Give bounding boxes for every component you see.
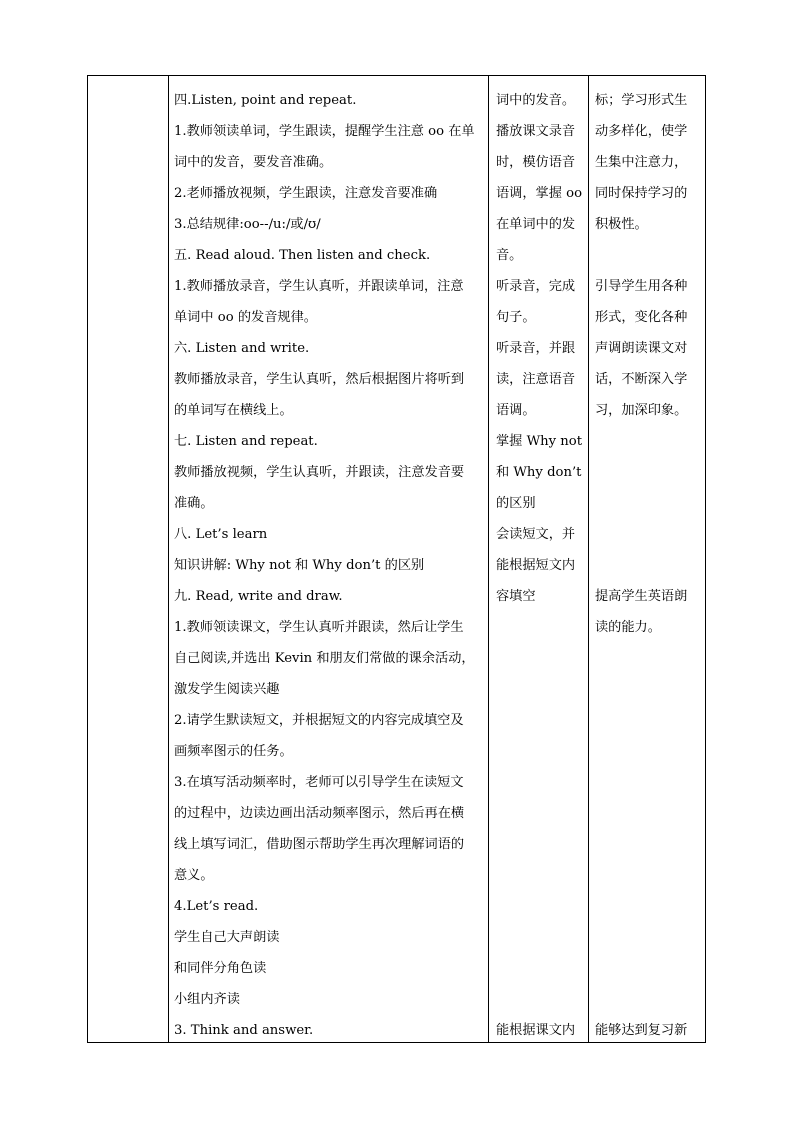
purpose-line: 积极性。 bbox=[595, 217, 648, 232]
student-activity-line: 读，注意语音 bbox=[496, 372, 576, 387]
student-activity-line bbox=[496, 736, 586, 767]
student-activity-line: 掌握 Why not bbox=[496, 434, 582, 449]
purpose-line bbox=[595, 767, 703, 798]
student-activity-line: 能根据短文内 bbox=[496, 558, 576, 573]
purpose-line bbox=[595, 891, 703, 922]
student-activity-line bbox=[496, 643, 586, 674]
purpose-line bbox=[595, 736, 703, 767]
procedure-line: 单词中 oo 的发音规律。 bbox=[174, 310, 317, 325]
procedure-line: 4.Let’s read. bbox=[174, 899, 259, 914]
purpose-line bbox=[595, 860, 703, 891]
student-activity-line: 能根据课文内 bbox=[496, 1023, 576, 1038]
student-activity-line: 音。 bbox=[496, 248, 523, 263]
student-activity-line bbox=[496, 891, 586, 922]
teaching-procedure-column bbox=[174, 85, 490, 1046]
procedure-line: 小组内齐读 bbox=[174, 992, 240, 1007]
procedure-line: 四.Listen, point and repeat. bbox=[174, 93, 357, 108]
procedure-line: 和同伴分角色读 bbox=[174, 961, 267, 976]
procedure-line: 教师播放视频，学生认真听，并跟读，注意发音要 bbox=[174, 465, 465, 480]
purpose-line bbox=[595, 550, 703, 581]
purpose-line bbox=[595, 240, 703, 271]
purpose-line bbox=[595, 488, 703, 519]
procedure-line: 2.老师播放视频，学生跟读，注意发音要准确 bbox=[174, 186, 438, 201]
procedure-line: 1.教师领读单词，学生跟读，提醒学生注意 oo 在单 bbox=[174, 124, 475, 139]
procedure-line: 3. Think and answer. bbox=[174, 1023, 314, 1038]
purpose-line bbox=[595, 519, 703, 550]
student-activity-column bbox=[496, 85, 586, 1046]
purpose-line: 习，加深印象。 bbox=[595, 403, 688, 418]
purpose-line: 能够达到复习新 bbox=[595, 1023, 688, 1038]
purpose-line: 提高学生英语朗 bbox=[595, 589, 688, 604]
purpose-line bbox=[595, 922, 703, 953]
student-activity-line: 时，模仿语音 bbox=[496, 155, 576, 170]
procedure-line: 画频率图示的任务。 bbox=[174, 744, 293, 759]
student-activity-line bbox=[496, 798, 586, 829]
procedure-line: 词中的发音，要发音准确。 bbox=[174, 155, 333, 170]
procedure-line: 1.教师播放录音，学生认真听，并跟读单词，注意 bbox=[174, 279, 464, 294]
procedure-line: 知识讲解: Why not 和 Why don’t 的区别 bbox=[174, 558, 425, 573]
design-purpose-column bbox=[595, 85, 703, 1046]
purpose-line bbox=[595, 705, 703, 736]
student-activity-line: 词中的发音。 bbox=[496, 93, 576, 108]
procedure-line: 1.教师领读课文，学生认真听并跟读，然后让学生 bbox=[174, 620, 464, 635]
procedure-line: 六. Listen and write. bbox=[174, 341, 310, 356]
student-activity-line: 在单词中的发 bbox=[496, 217, 576, 232]
student-activity-line: 会读短文，并 bbox=[496, 527, 576, 542]
student-activity-line: 听录音，完成 bbox=[496, 279, 576, 294]
purpose-line bbox=[595, 829, 703, 860]
procedure-line: 意义。 bbox=[174, 868, 214, 883]
student-activity-line bbox=[496, 860, 586, 891]
student-activity-line: 句子。 bbox=[496, 310, 536, 325]
procedure-line: 线上填写词汇，借助图示帮助学生再次理解词语的 bbox=[174, 837, 465, 852]
procedure-line: 的过程中，边读边画出活动频率图示，然后再在横 bbox=[174, 806, 465, 821]
procedure-line: 的单词写在横线上。 bbox=[174, 403, 293, 418]
purpose-line bbox=[595, 426, 703, 457]
procedure-line: 自己阅读,并选出 Kevin 和朋友们常做的课余活动， bbox=[174, 651, 475, 666]
student-activity-line: 和 Why don’t bbox=[496, 465, 582, 480]
purpose-line: 声调朗读课文对 bbox=[595, 341, 688, 356]
student-activity-line bbox=[496, 984, 586, 1015]
procedure-line: 3.总结规律:oo--/u:/或/ʊ/ bbox=[174, 217, 321, 232]
column-divider bbox=[168, 76, 169, 1042]
procedure-line: 教师播放录音，学生认真听，然后根据图片将听到 bbox=[174, 372, 465, 387]
purpose-line: 话，不断深入学 bbox=[595, 372, 688, 387]
purpose-line: 读的能力。 bbox=[595, 620, 661, 635]
student-activity-line: 的区别 bbox=[496, 496, 536, 511]
purpose-line bbox=[595, 953, 703, 984]
purpose-line bbox=[595, 984, 703, 1015]
procedure-line: 五. Read aloud. Then listen and check. bbox=[174, 248, 431, 263]
procedure-line: 3.在填写活动频率时，老师可以引导学生在读短文 bbox=[174, 775, 464, 790]
student-activity-line: 播放课文录音 bbox=[496, 124, 576, 139]
student-activity-line bbox=[496, 705, 586, 736]
column-divider bbox=[588, 76, 589, 1042]
lesson-table bbox=[87, 75, 706, 1043]
purpose-line: 生集中注意力， bbox=[595, 155, 688, 170]
purpose-line: 引导学生用各种 bbox=[595, 279, 688, 294]
purpose-line: 同时保持学习的 bbox=[595, 186, 688, 201]
student-activity-line: 容填空 bbox=[496, 589, 536, 604]
procedure-line: 准确。 bbox=[174, 496, 214, 511]
student-activity-line bbox=[496, 612, 586, 643]
purpose-line bbox=[595, 798, 703, 829]
procedure-line: 九. Read, write and draw. bbox=[174, 589, 343, 604]
procedure-line: 学生自己大声朗读 bbox=[174, 930, 280, 945]
student-activity-line bbox=[496, 922, 586, 953]
purpose-line bbox=[595, 643, 703, 674]
student-activity-line: 听录音，并跟 bbox=[496, 341, 576, 356]
student-activity-line: 语调，掌握 oo bbox=[496, 186, 583, 201]
student-activity-line bbox=[496, 767, 586, 798]
purpose-line: 动多样化，使学 bbox=[595, 124, 688, 139]
student-activity-line bbox=[496, 829, 586, 860]
purpose-line bbox=[595, 457, 703, 488]
procedure-line: 激发学生阅读兴趣 bbox=[174, 682, 280, 697]
student-activity-line bbox=[496, 953, 586, 984]
student-activity-line bbox=[496, 674, 586, 705]
student-activity-line: 语调。 bbox=[496, 403, 536, 418]
purpose-line bbox=[595, 674, 703, 705]
procedure-line: 七. Listen and repeat. bbox=[174, 434, 318, 449]
procedure-line: 2.请学生默读短文，并根据短文的内容完成填空及 bbox=[174, 713, 464, 728]
procedure-line: 八. Let’s learn bbox=[174, 527, 268, 542]
purpose-line: 标；学习形式生 bbox=[595, 93, 688, 108]
purpose-line: 形式，变化各种 bbox=[595, 310, 688, 325]
